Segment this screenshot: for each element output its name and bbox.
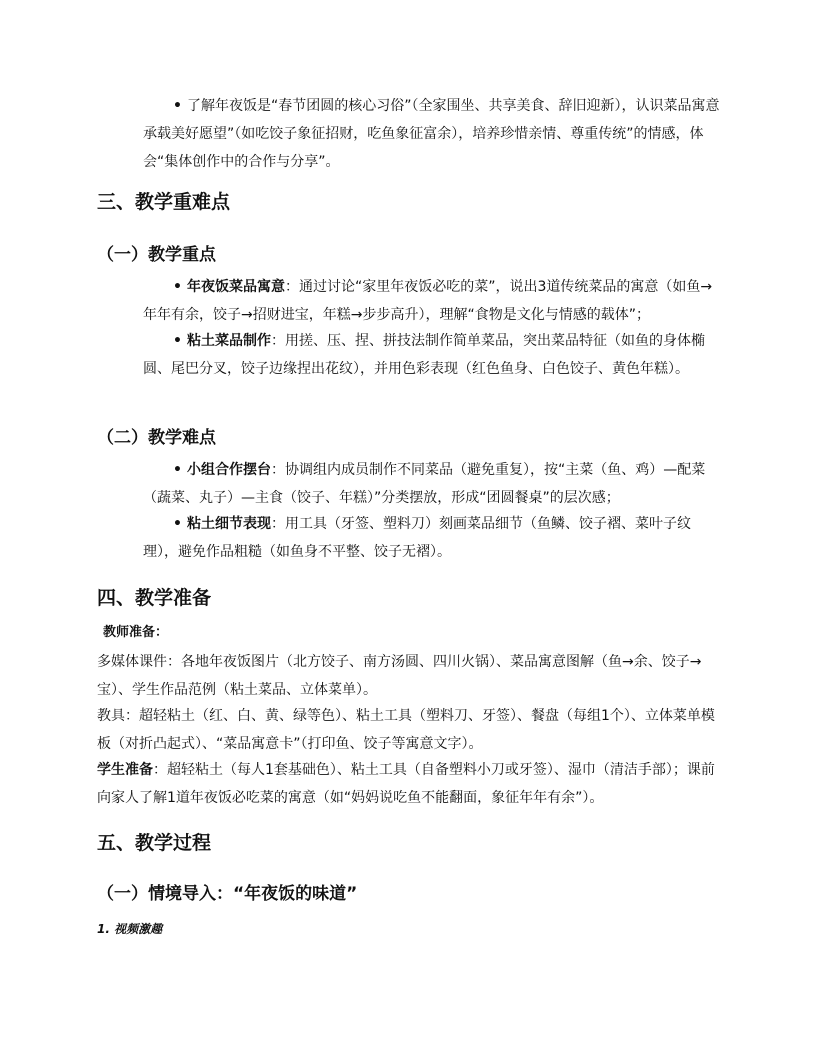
objective-bullet-text: 了解年夜饭是“春节团圆的核心习俗”（全家围坐、共享美食、辞旧迎新），认识菜品寓意承载美好愿望”（如吃饺子象征招财，吃鱼象征富余），培养珍惜亲情、尊重传统”的情感，体会“集体创作中的合作与分享”。: [143, 98, 720, 170]
difficult-point-label: 粘土细节表现: [187, 516, 271, 532]
key-point-label: 粘土菜品制作: [187, 333, 271, 349]
difficult-point-item: [143, 510, 723, 566]
section5-title: 五、教学过程: [97, 832, 212, 854]
difficult-point-text: ：协调组内成员制作不同菜品（避免重复），按“主菜（鱼、鸡）—配菜（蔬菜、丸子）—主食（饺子、年糕）”分类摆放，形成“团圆餐桌”的层次感；: [143, 462, 706, 506]
key-point-text: ：用搓、压、捏、拼技法制作简单菜品，突出菜品特征（如鱼的身体椭圆、尾巴分叉，饺子边缘捏出花纹），并用色彩表现（红色鱼身、白色饺子、黄色年糕）。: [143, 333, 705, 377]
difficult-points-title: （二）教学难点: [97, 428, 216, 448]
intro-title: （一）情境导入：“年夜饭的味道”: [97, 884, 358, 904]
difficult-point-item: [143, 456, 723, 512]
key-point-item: [143, 327, 723, 383]
difficult-point-text: ：用工具（牙签、塑料刀）刻画菜品细节（鱼鳞、饺子褶、菜叶子纹理），避免作品粗糙（如鱼身不平整、饺子无褶）。: [143, 516, 691, 560]
student-prep: [97, 756, 719, 812]
multimedia-text: 多媒体课件：各地年夜饭图片（北方饺子、南方汤圆、四川火锅）、菜品寓意图解（鱼→余、饺子→宝）、学生作品范例（粘土菜品、立体菜单）。: [97, 654, 702, 698]
section4-title: 四、教学准备: [97, 587, 212, 609]
key-point-item: [143, 273, 723, 329]
section3-title: 三、教学重难点: [97, 191, 231, 213]
objective-bullet: [143, 92, 723, 176]
difficult-point-label: 小组合作摆台: [187, 462, 271, 478]
key-points-title: （一）教学重点: [97, 245, 216, 265]
step1-title: 1. 视频激趣: [97, 922, 163, 936]
key-point-text: ：通过讨论“家里年夜饭必吃的菜”，说出3道传统菜品的寓意（如鱼→年年有余，饺子→招财进宝，年糕→步步高升），理解“食物是文化与情感的载体”；: [143, 279, 713, 323]
student-prep-text: ：超轻粘土（每人1套基础色）、粘土工具（自备塑料小刀或牙签）、湿巾（清洁手部）；课前向家人了解1道年夜饭必吃菜的寓意（如“妈妈说吃鱼不能翻面，象征年年有余”）。: [97, 762, 715, 806]
tools-text: 教具：超轻粘土（红、白、黄、绿等色）、粘土工具（塑料刀、牙签）、餐盘（每组1个）、立体菜单模板（对折凸起式）、“菜品寓意卡”（打印鱼、饺子等寓意文字）。: [97, 708, 715, 752]
teacher-prep-label: 教师准备：: [103, 625, 169, 640]
student-prep-label: 学生准备: [97, 762, 153, 778]
key-point-label: 年夜饭菜品寓意: [187, 279, 285, 295]
